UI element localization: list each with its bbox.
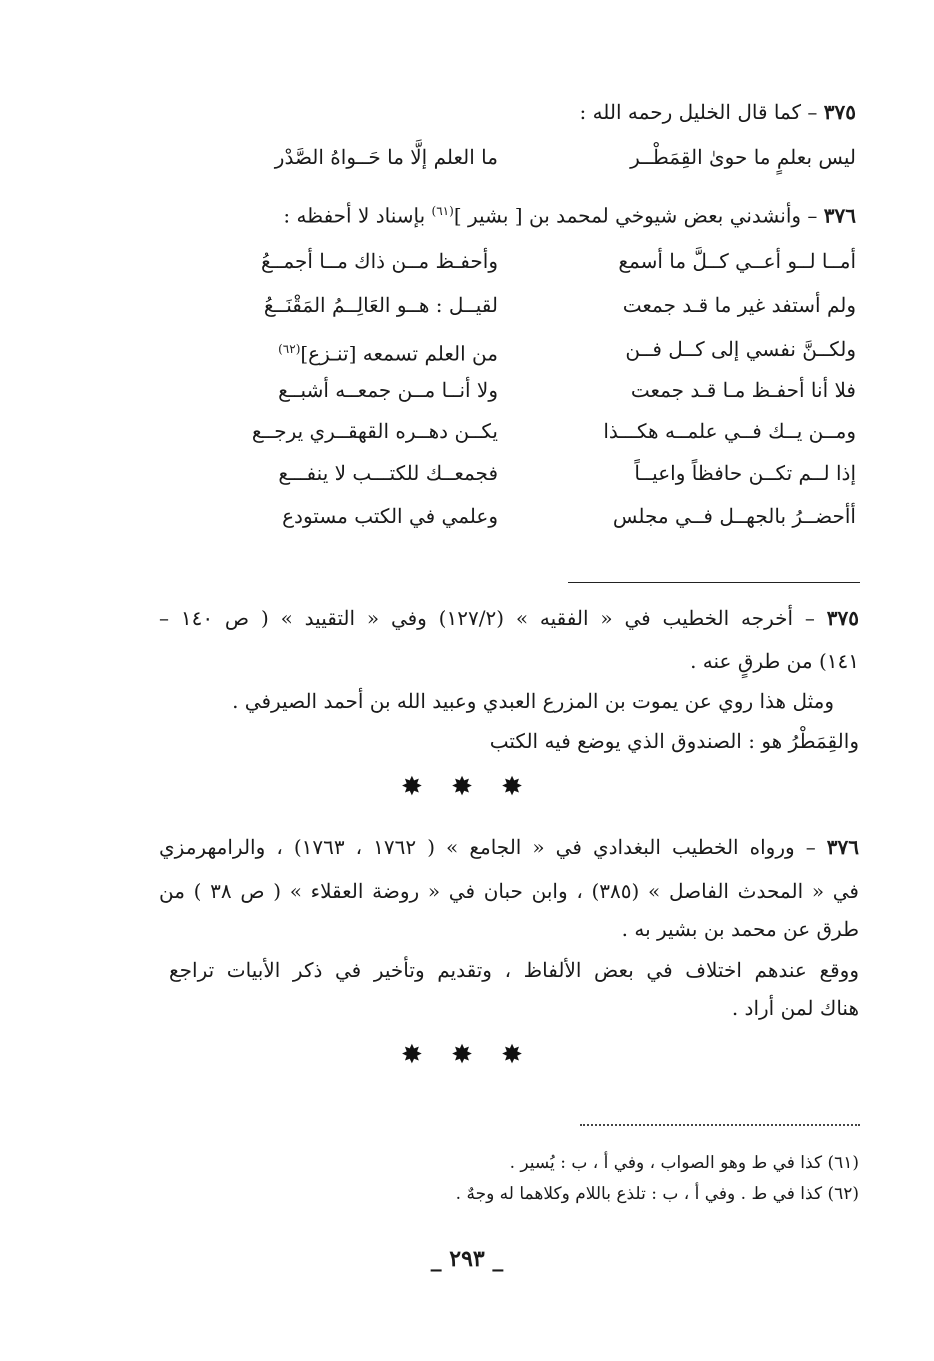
note-number: ٣٧٥	[826, 606, 859, 630]
verse-second-hemistich: وعلمي في الكتب مستودع	[282, 504, 498, 528]
note-375-line-2: ١٤١) من طرقٍ عنه .	[690, 649, 859, 673]
verse-first-hemistich: ولم أستفد غير ما قـد جمعت	[622, 293, 856, 317]
note-375-line-1	[159, 603, 859, 633]
verse-second-hemistich: ما العلم إلَّا ما حَــواهُ الصَّدْر	[274, 145, 498, 169]
footnote-number: (٦٢)	[827, 1184, 859, 1204]
verse-first-hemistich: ومــن يــك فــي علمــه هكـــذا	[603, 419, 856, 443]
footnote-text: كذا في ط . وفي أ ، ب : تلذع باللام وكلاهما له وجهٌ .	[455, 1184, 823, 1204]
page-number: _ ٢٩٣ _	[430, 1246, 504, 1272]
note-376-line-1	[159, 832, 859, 862]
note-text: – ورواه الخطيب البغدادي في « الجامع » ( ١٧٦٢ ، ١٧٦٣) ، والرامهرمزي	[159, 835, 816, 859]
entry-text: – كما قال الخليل رحمه الله :	[579, 100, 818, 124]
verse-second-hemistich: لقيــل : هــو العَالِــمُ المَقْنَــعُ	[263, 293, 498, 317]
verse-text: من العلم تسمعه [تنـزع]	[300, 341, 498, 366]
note-376-line-5: هناك لمن أراد .	[731, 996, 859, 1020]
verse-first-hemistich: أمــا لــو أعــي كــلَّ ما أسمع	[618, 249, 856, 273]
footnote-divider	[580, 1124, 860, 1126]
note-375-line-3: ومثل هذا روي عن يموت بن المزرع العبدي وعبيد الله بن أحمد الصيرفي .	[232, 689, 834, 713]
footnote	[510, 1150, 859, 1176]
note-text: – أخرجه الخطيب في « الفقيه » (١٢٧/٢) وفي « التقييد » ( ص ١٤٠ –	[159, 606, 815, 630]
verse-second-hemistich: ولا أنــا مــن جمعــه أشبــع	[278, 378, 498, 402]
entry-number: ٣٧٥	[823, 100, 856, 124]
entry-number: ٣٧٦	[823, 203, 856, 228]
note-376-line-4: ووقع عندهم اختلاف في بعض الألفاظ ، وتقديم وتأخير في ذكر الأبيات تراجع	[169, 958, 859, 982]
verse-first-hemistich: ولكــنَّ نفسي إلى كــل فــن	[625, 337, 856, 361]
verse-second-hemistich: فجمعــك للكتـــب لا ينفـــع	[278, 461, 498, 485]
verse-first-hemistich: ليس بعلمٍ ما حوىٰ القِمَطْــر	[630, 145, 856, 169]
entry-text: بإسناد لا أحفظه :	[283, 203, 432, 228]
entry-375-intro	[156, 97, 856, 127]
verse-first-hemistich: فلا أنا أحفـظ مـا قـد جمعت	[630, 378, 856, 402]
footnote-text: كذا في ط وهو الصواب ، وفي أ ، ب : يُسير .	[509, 1153, 823, 1173]
footnote	[456, 1181, 859, 1207]
verse-first-hemistich: إذا لــم تكــن حافظاً واعيــاً	[634, 461, 856, 485]
footnote-ref: (٦٢)	[278, 342, 301, 356]
footnote-number: (٦١)	[827, 1153, 859, 1173]
note-376-line-3: طرق عن محمد بن بشير به .	[621, 917, 859, 941]
note-375-line-4: والقِمَطْرُ هو : الصندوق الذي يوضع فيه الكتب	[489, 729, 859, 753]
entry-text: – وأنشدني بعض شيوخي لمحمد بن [ بشير ]	[453, 203, 818, 228]
section-separator: ✸ ✸ ✸	[401, 1040, 533, 1070]
verse-second-hemistich: يكــن دهــره القهقــري يرجــع	[251, 419, 498, 443]
note-number: ٣٧٦	[826, 835, 859, 859]
entry-376-intro	[156, 196, 856, 231]
note-376-line-2: في « المحدث الفاصل » (٣٨٥) ، وابن حبان في « روضة العقلاء » ( ص ٣٨ ) من	[159, 879, 859, 903]
section-divider	[568, 582, 860, 583]
verse-first-hemistich: أأحضــرُ بالجهــل فــي مجلس	[612, 504, 856, 528]
section-separator: ✸ ✸ ✸	[401, 772, 533, 802]
verse-second-hemistich: وأحفـظ مــن ذاك مــا أجمــعُ	[261, 249, 498, 273]
verse-second-hemistich	[278, 334, 498, 369]
footnote-ref: (٦١)	[431, 204, 454, 218]
